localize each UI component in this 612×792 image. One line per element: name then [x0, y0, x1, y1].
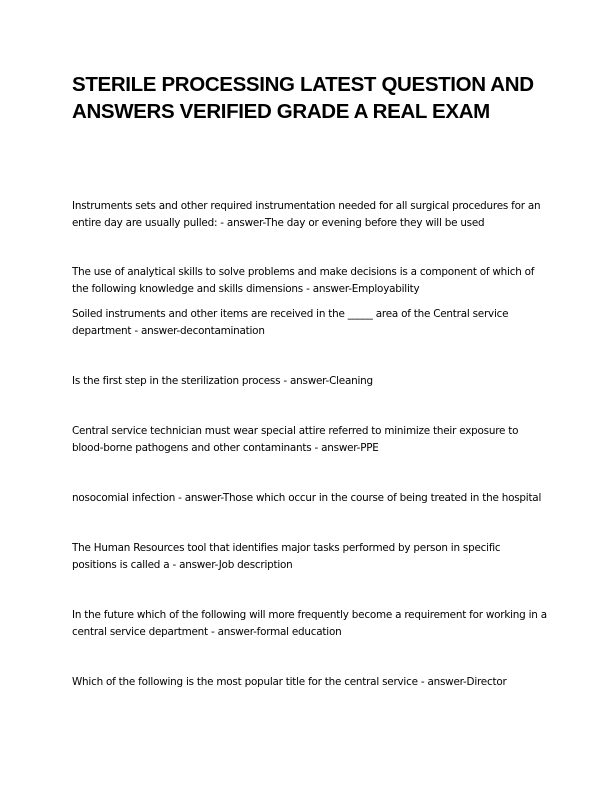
qa-item-2: The use of analytical skills to solve problems and make decisions is a component of which of the following knowledge and skills dimensions - answer-Employability: [72, 266, 535, 295]
qa-item-4: Is the first step in the sterilization process - answer-Cleaning: [72, 375, 373, 387]
qa-item-5: Central service technician must wear special attire referred to minimize their exposure to blood-borne pathogens and other contaminants - answer-PPE: [72, 425, 519, 454]
qa-item-8: In the future which of the following will more frequently become a requirement for working in a central service department - answer-formal education: [72, 609, 547, 638]
qa-item-7: The Human Resources tool that identifies major tasks performed by person in specific positions is called a - answer-Job description: [72, 542, 501, 571]
qa-item-6: nosocomial infection - answer-Those which occur in the course of being treated in the hospital: [72, 492, 542, 504]
qa-item-1: Instruments sets and other required instrumentation needed for all surgical procedures for an entire day are usually pulled: - answer-The day or evening before they will be used: [72, 200, 541, 229]
document-title: STERILE PROCESSING LATEST QUESTION AND ANSWERS VERIFIED GRADE A REAL EXAM: [72, 73, 534, 123]
qa-item-9: Which of the following is the most popular title for the central service - answer-Director: [72, 676, 507, 688]
qa-item-3: Soiled instruments and other items are received in the _____ area of the Central service department - answer-decontamination: [72, 308, 509, 337]
